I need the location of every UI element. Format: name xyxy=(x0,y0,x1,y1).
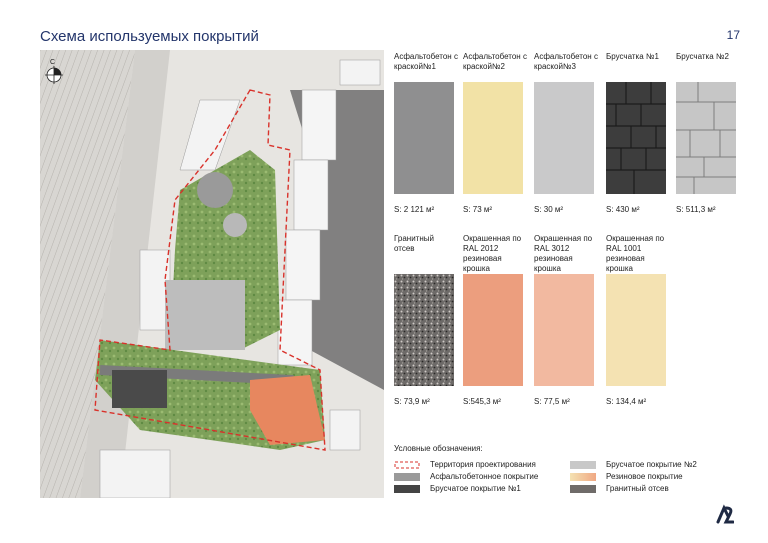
paving-2-swatch xyxy=(676,82,736,194)
legend-item-asphalt xyxy=(394,472,538,481)
company-logo-icon xyxy=(716,504,734,524)
sample-area-asphalt-3: S: 30 м² xyxy=(534,205,564,214)
rubber-2012-swatch xyxy=(463,274,523,386)
page-number: 17 xyxy=(726,28,740,42)
sample-label-paving-1: Брусчатка №1 xyxy=(606,52,659,61)
sample-area-rubber-3012: S: 77,5 м² xyxy=(534,397,570,406)
sample-area-paving-1: S: 430 м² xyxy=(606,205,640,214)
legend-label: Гранитный отсев xyxy=(606,484,669,493)
site-plan-map xyxy=(40,50,384,498)
sample-label-rubber-2012: Окрашенная по RAL 2012 резиновая крошка xyxy=(463,234,522,273)
sample-label-asphalt-1: Асфальтобетон с краской№1 xyxy=(394,52,458,71)
granite-swatch-icon xyxy=(570,485,596,493)
sample-area-asphalt-1: S: 2 121 м² xyxy=(394,205,435,214)
legend-label: Асфальтобетонное покрытие xyxy=(430,472,539,481)
legend-item-paving-1 xyxy=(394,484,521,493)
sample-label-rubber-3012: Окрашенная по RAL 3012 резиновая крошка xyxy=(534,234,593,273)
page-title: Схема используемых покрытий xyxy=(40,28,259,45)
asphalt-3-swatch xyxy=(534,82,594,194)
legend-label: Брусчатое покрытие №1 xyxy=(430,484,521,493)
paving-light-swatch-icon xyxy=(570,461,596,469)
rubber-swatch-icon xyxy=(570,473,596,481)
legend-item-rubber xyxy=(570,472,683,481)
legend-item-boundary xyxy=(394,460,536,469)
asphalt-1-swatch xyxy=(394,82,454,194)
rubber-3012-swatch xyxy=(534,274,594,386)
compass-letter: С xyxy=(50,59,56,66)
sample-label-asphalt-3: Асфальтобетон с краской№3 xyxy=(534,52,598,71)
granite-swatch xyxy=(394,274,454,386)
sample-area-granite: S: 73,9 м² xyxy=(394,397,430,406)
legend-label: Территория проектирования xyxy=(430,460,536,469)
north-compass-icon xyxy=(44,56,64,86)
sample-area-asphalt-2: S: 73 м² xyxy=(463,205,493,214)
paving-1-swatch xyxy=(606,82,666,194)
sample-area-paving-2: S: 511,3 м² xyxy=(676,205,716,214)
legend-label: Резиновое покрытие xyxy=(606,472,683,481)
sample-label-rubber-1001: Окрашенная по RAL 1001 резиновая крошка xyxy=(606,234,665,273)
sample-area-rubber-2012: S:545,3 м² xyxy=(463,397,501,406)
legend-label: Брусчатое покрытие №2 xyxy=(606,460,697,469)
rubber-1001-swatch xyxy=(606,274,666,386)
asphalt-swatch-icon xyxy=(394,473,420,481)
sample-label-asphalt-2: Асфальтобетон с краской№2 xyxy=(463,52,527,71)
legend-item-paving-2 xyxy=(570,460,697,469)
legend-title: Условные обозначения: xyxy=(394,444,483,453)
sample-area-rubber-1001: S: 134,4 м² xyxy=(606,397,647,406)
paving-dark-swatch-icon xyxy=(394,485,420,493)
red-dashed-boundary-icon xyxy=(394,461,420,469)
legend-item-granite xyxy=(570,484,669,493)
sample-label-granite: Гранитный отсев xyxy=(394,234,434,253)
asphalt-2-swatch xyxy=(463,82,523,194)
sample-label-paving-2: Брусчатка №2 xyxy=(676,52,729,61)
